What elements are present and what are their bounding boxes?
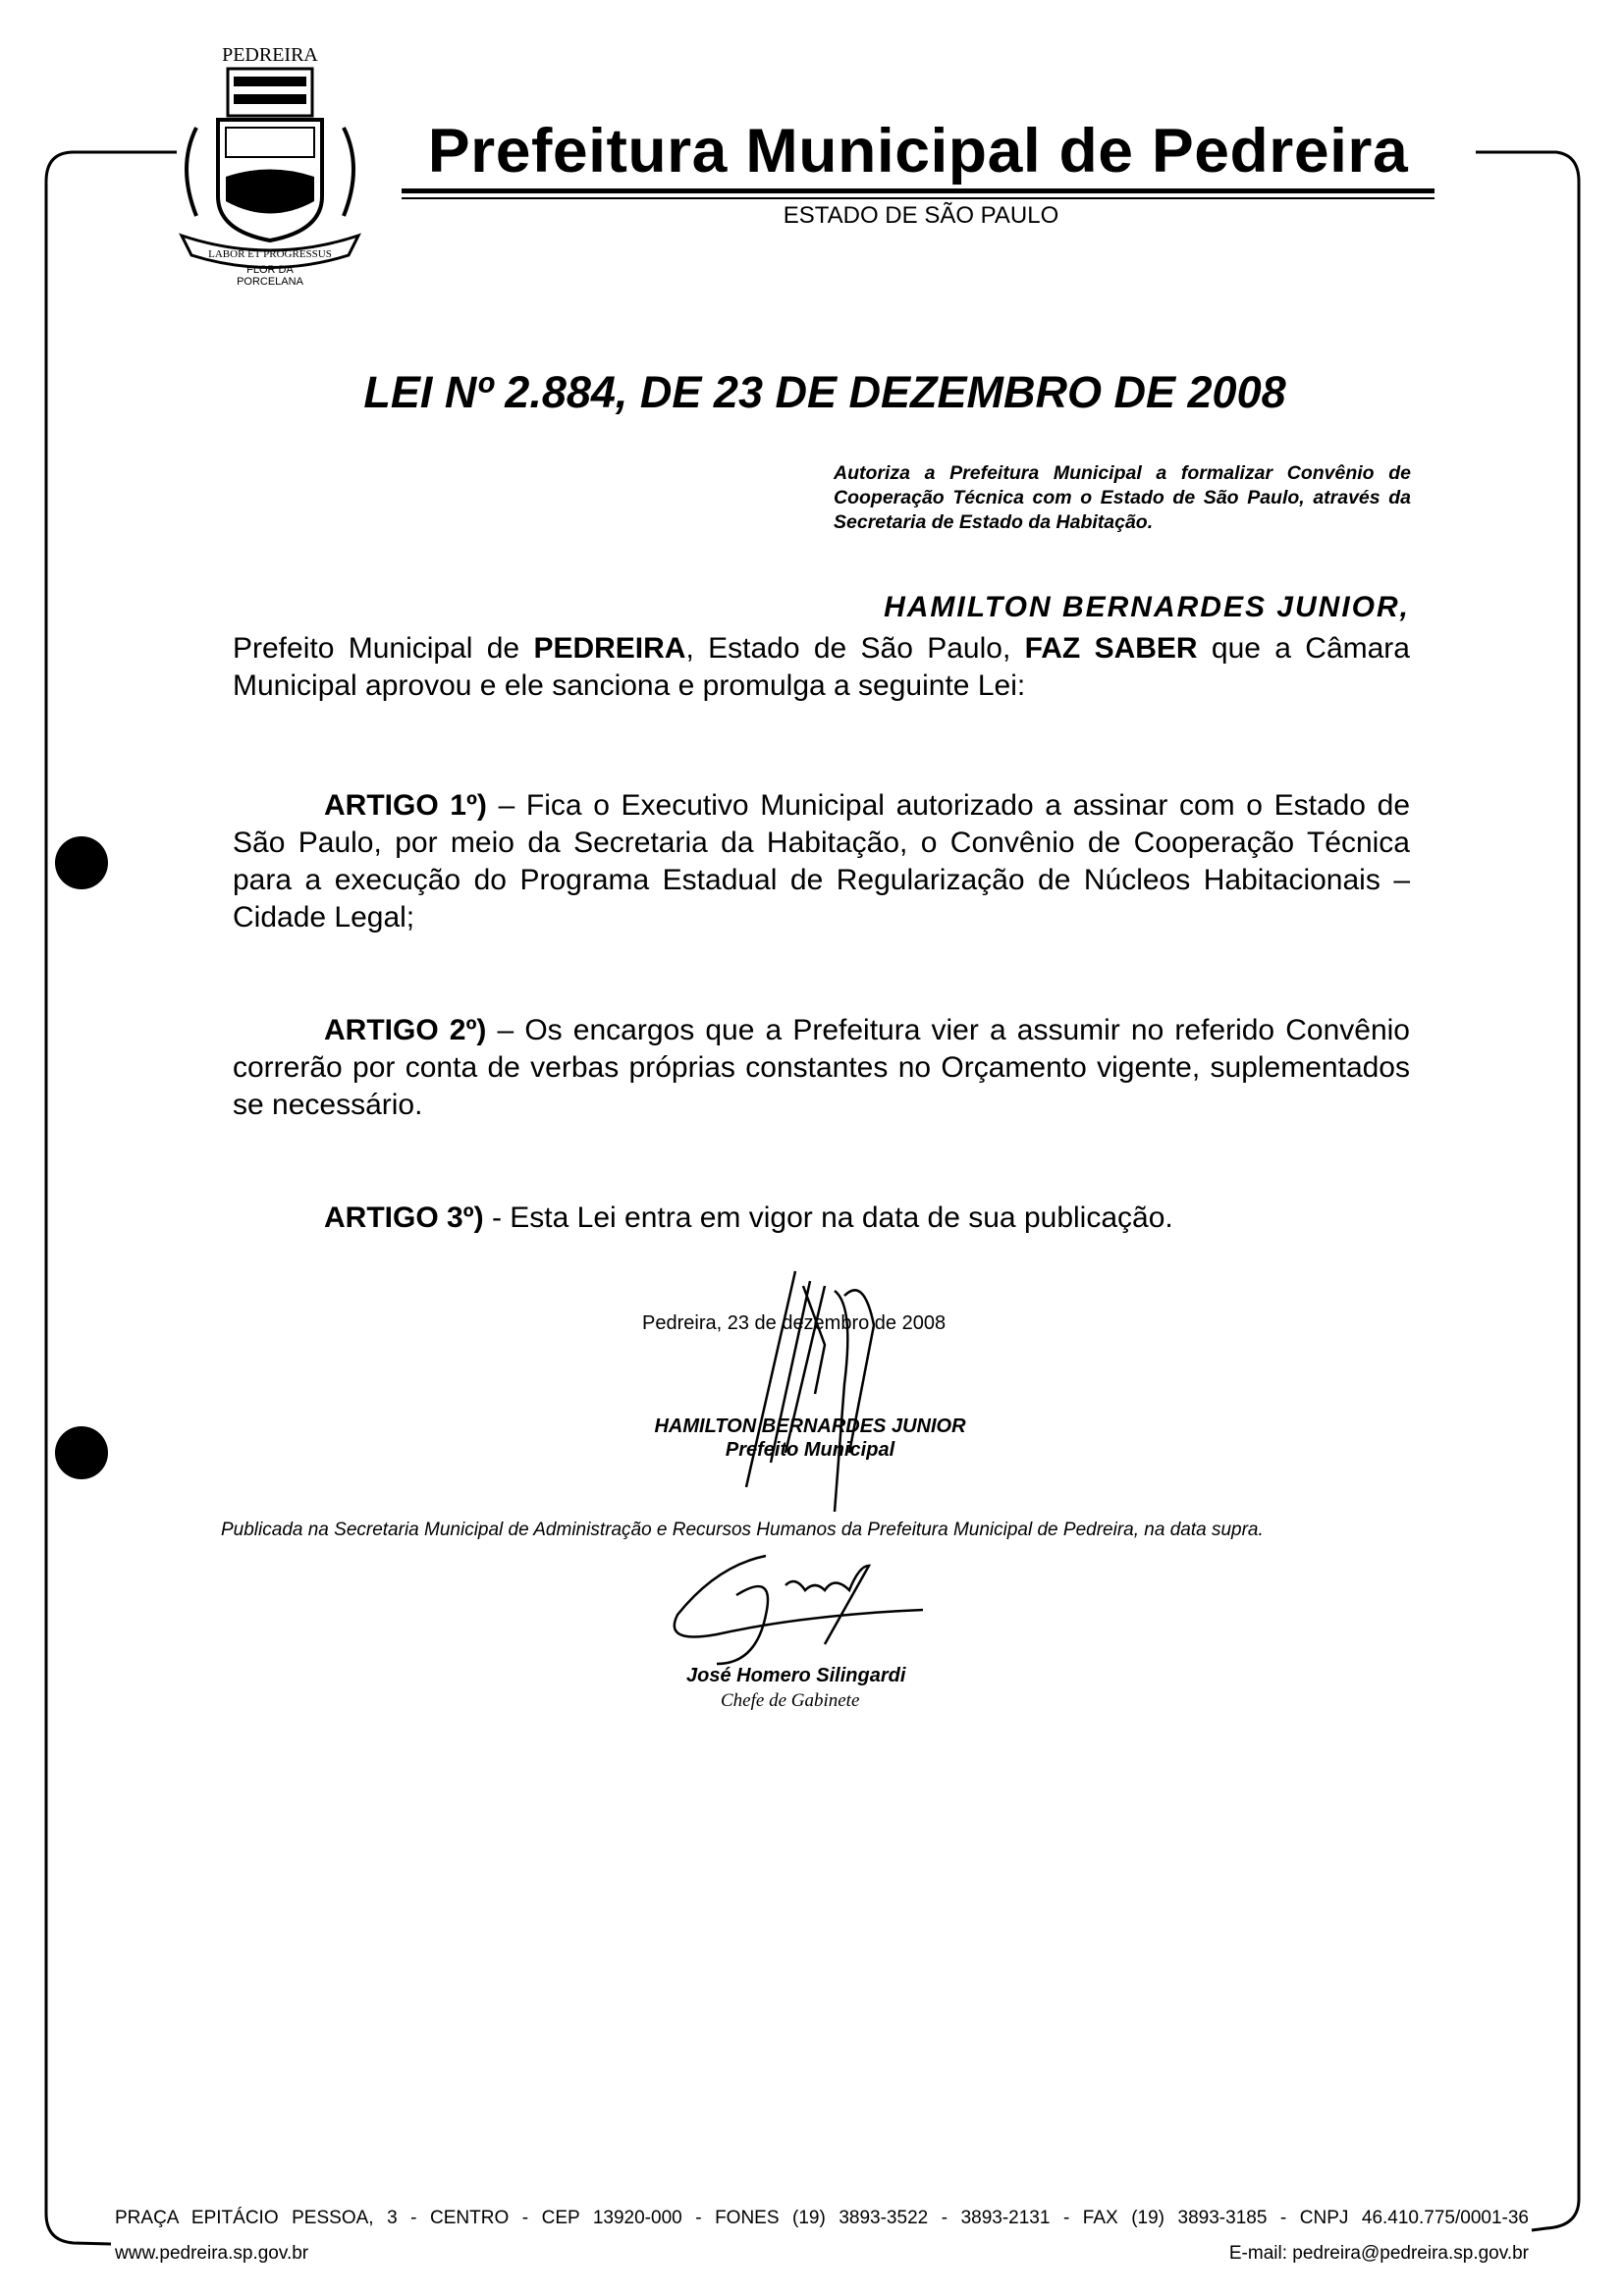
mayor-signature-name: HAMILTON BERNARDES JUNIOR bbox=[654, 1415, 966, 1437]
publication-note: Publicada na Secretaria Municipal de Administração e Recursos Humanos da Prefeitura Municipal de Pedreira, na data supra. bbox=[221, 1520, 1264, 1540]
state-subtitle: ESTADO DE SÃO PAULO bbox=[783, 202, 1059, 229]
logo-subtitle-1: FLOR DA bbox=[246, 264, 294, 276]
place-date: Pedreira, 23 de dezembro de 2008 bbox=[642, 1312, 947, 1334]
logo-top-text: PEDREIRA bbox=[222, 44, 318, 66]
logo-motto: LABOR ET PROGRESSUS bbox=[208, 248, 332, 260]
article-text: – Fica o Executivo Municipal autorizado a assinar com o Estado de São Paulo, por meio da Secretaria da Habitação, o Convênio de Cooperação Técnica para a execução do Programa Estadual de Regularização de Núcleos Habitacionais – Cidade Legal; bbox=[233, 789, 1410, 934]
mayor-handwritten-signature bbox=[687, 1266, 943, 1522]
preamble-text: que a Câmara Municipal aprovou e ele sanciona e promulga a seguinte Lei: bbox=[233, 632, 1410, 702]
punch-hole bbox=[55, 1426, 108, 1479]
logo-subtitle-2: PORCELANA bbox=[237, 276, 303, 285]
footer-website[interactable]: www.pedreira.sp.gov.br bbox=[115, 2243, 309, 2264]
article-label: ARTIGO 3º) bbox=[324, 1201, 484, 1234]
law-summary: Autoriza a Prefeitura Municipal a formalizar Convênio de Cooperação Técnica com o Estado de São Paulo, através da Secretaria de Estado da Habitação. bbox=[834, 462, 1411, 533]
preamble-text: Prefeito Municipal de bbox=[233, 632, 534, 665]
municipality-title: Prefeitura Municipal de Pedreira bbox=[427, 117, 1409, 186]
chief-role: Chefe de Gabinete bbox=[721, 1690, 860, 1711]
article-1 bbox=[233, 787, 1410, 936]
title-rule-thin bbox=[402, 197, 1435, 199]
footer-contacts bbox=[115, 2243, 1529, 2265]
footer-email[interactable]: E-mail: pedreira@pedreira.sp.gov.br bbox=[1228, 2243, 1529, 2264]
faz-saber: FAZ SABER bbox=[1024, 632, 1198, 665]
chief-handwritten-signature bbox=[658, 1536, 952, 1674]
article-text: - Esta Lei entra em vigor na data de sua publicação. bbox=[483, 1201, 1173, 1234]
article-text: – Os encargos que a Prefeitura vier a assumir no referido Convênio correrão por conta de verbas próprias constantes no Orçamento vigente, suplementados se necessário. bbox=[233, 1014, 1410, 1121]
article-3 bbox=[233, 1200, 1410, 1237]
preamble-text: , Estado de São Paulo, bbox=[685, 632, 1025, 665]
article-label: ARTIGO 1º) bbox=[324, 789, 487, 822]
article-label: ARTIGO 2º) bbox=[324, 1014, 487, 1046]
coat-of-arms-logo bbox=[167, 39, 373, 285]
punch-hole bbox=[55, 836, 108, 889]
preamble-paragraph bbox=[233, 630, 1410, 705]
mayor-name-heading: HAMILTON BERNARDES JUNIOR, bbox=[884, 591, 1410, 623]
city-name: PEDREIRA bbox=[533, 632, 686, 665]
article-2 bbox=[233, 1012, 1410, 1124]
title-rule-thick bbox=[402, 188, 1435, 193]
mayor-signature-role: Prefeito Municipal bbox=[725, 1439, 895, 1461]
chief-name: José Homero Silingardi bbox=[686, 1665, 906, 1686]
law-heading: LEI Nº 2.884, DE 23 DE DEZEMBRO DE 2008 bbox=[363, 367, 1286, 417]
footer-address: PRAÇA EPITÁCIO PESSOA, 3 - CENTRO - CEP 13920-000 - FONES (19) 3893-3522 - 3893-2131 - FAX (19) 3893-3185 - CNPJ 46.410.775/0001-36 bbox=[115, 2208, 1529, 2228]
